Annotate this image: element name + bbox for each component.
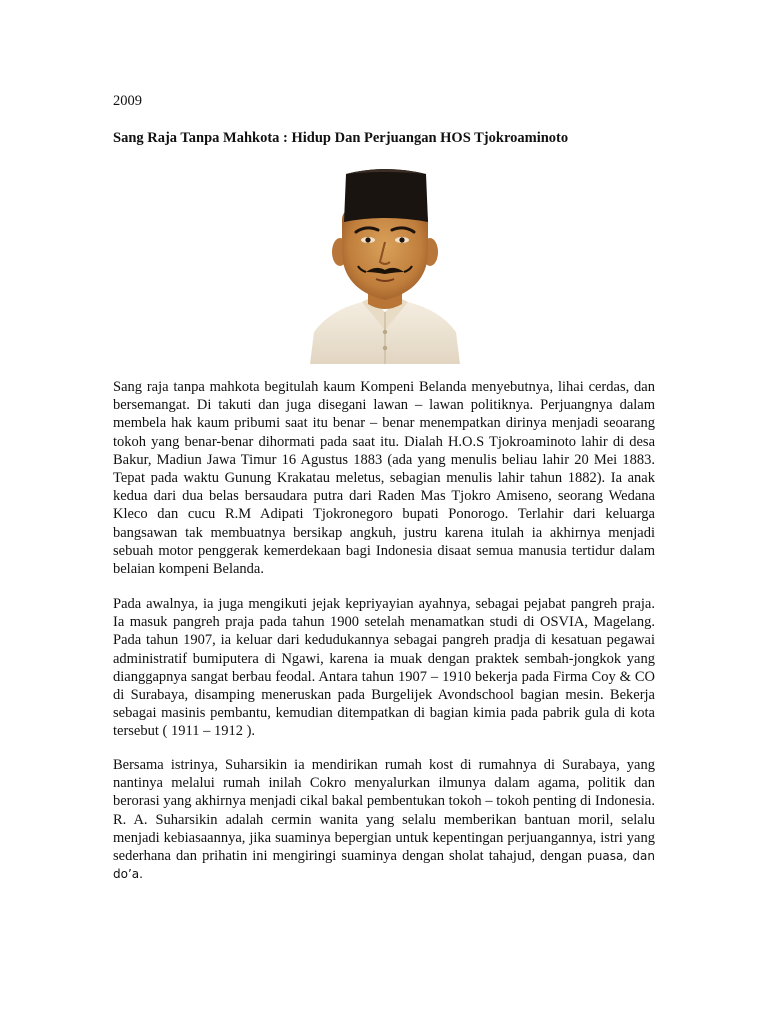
paragraph-3-tail: puasa, dan do’a. — [113, 849, 655, 882]
paragraph-3-text: Bersama istrinya, Suharsikin ia mendirikan rumah kost di rumahnya di Surabaya, yang nantinya melalui rumah inilah Cokro menyalurkan ilmunya dalam agama, politik dan berorasi yang akhirnya menjadi cikal bakal pembentukan tokoh – tokoh penting di Indonesia. R. A. Suharsikin adalah cermin wanita yang selalu memberikan bantuan moril, selalu menjadi kebiasaannya, jika suaminya bepergian untuk kepentingan perjuangannya, istri yang sederhana dan prihatin ini mengiringi suaminya dengan sholat tahajud, dengan — [113, 757, 655, 865]
document-year: 2009 — [113, 93, 142, 109]
paragraph-2: Pada awalnya, ia juga mengikuti jejak kepriyayian ayahnya, sebagai pejabat pangreh praja. Ia masuk pangreh praja pada tahun 1900 setelah menamatkan studi di OSVIA, Magelang. Pada tahun 1907, ia keluar dari kedudukannya sebagai pangreh pradja di kesatuan pegawai administratif bumiputera di Ngawi, karena ia muak dengan praktek sembah-jongkok yang dianggapnya sangat berbau feodal. Antara tahun 1907 – 1910 bekerja pada Firma Coy & CO di Surabaya, disamping meneruskan pada Burgelijek Avondschool bagian mesin. Bekerja sebagai masinis pembantu, kemudian ditempatkan di bagian kimia pada pabrik gula di kota tersebut ( 1911 – 1912 ). — [113, 596, 655, 740]
document-title: Sang Raja Tanpa Mahkota : Hidup Dan Perjuangan HOS Tjokroaminoto — [113, 130, 569, 146]
paragraph-1: Sang raja tanpa mahkota begitulah kaum Kompeni Belanda menyebutnya, lihai cerdas, dan bersemangat. Di takuti dan juga disegani lawan – lawan politiknya. Perjuangnya dalam membela hak kaum pribumi saat itu benar – benar menempatkan dirinya menjadi seoarang tokoh yang benar-benar dihormati pada saat itu. Dialah H.O.S Tjokroaminoto lahir di desa Bakur, Madiun Jawa Timur 16 Agustus 1883 (ada yang menulis beliau lahir 20 Mei 1883. Tepat pada waktu Gunung Krakatau meletus, sebagian menulis lahir tahun 1882). Ia anak kedua dari dua belas bersaudara putra dari Raden Mas Tjokro Amiseno, seorang Wedana Kleco dan cucu R.M Adipati Tjokronegoro bupati Ponorogo. Terlahir dari keluarga bangsawan tak membuatnya bersikap angkuh, justru karena itulah ia akhirnya menjadi sebuah motor penggerak kemerdekaan bagi Indonesia disaat semua manusia tertidur dalam belaian kompeni Belanda. — [113, 379, 655, 578]
portrait-illustration — [300, 162, 470, 364]
paragraph-3 — [113, 756, 655, 883]
